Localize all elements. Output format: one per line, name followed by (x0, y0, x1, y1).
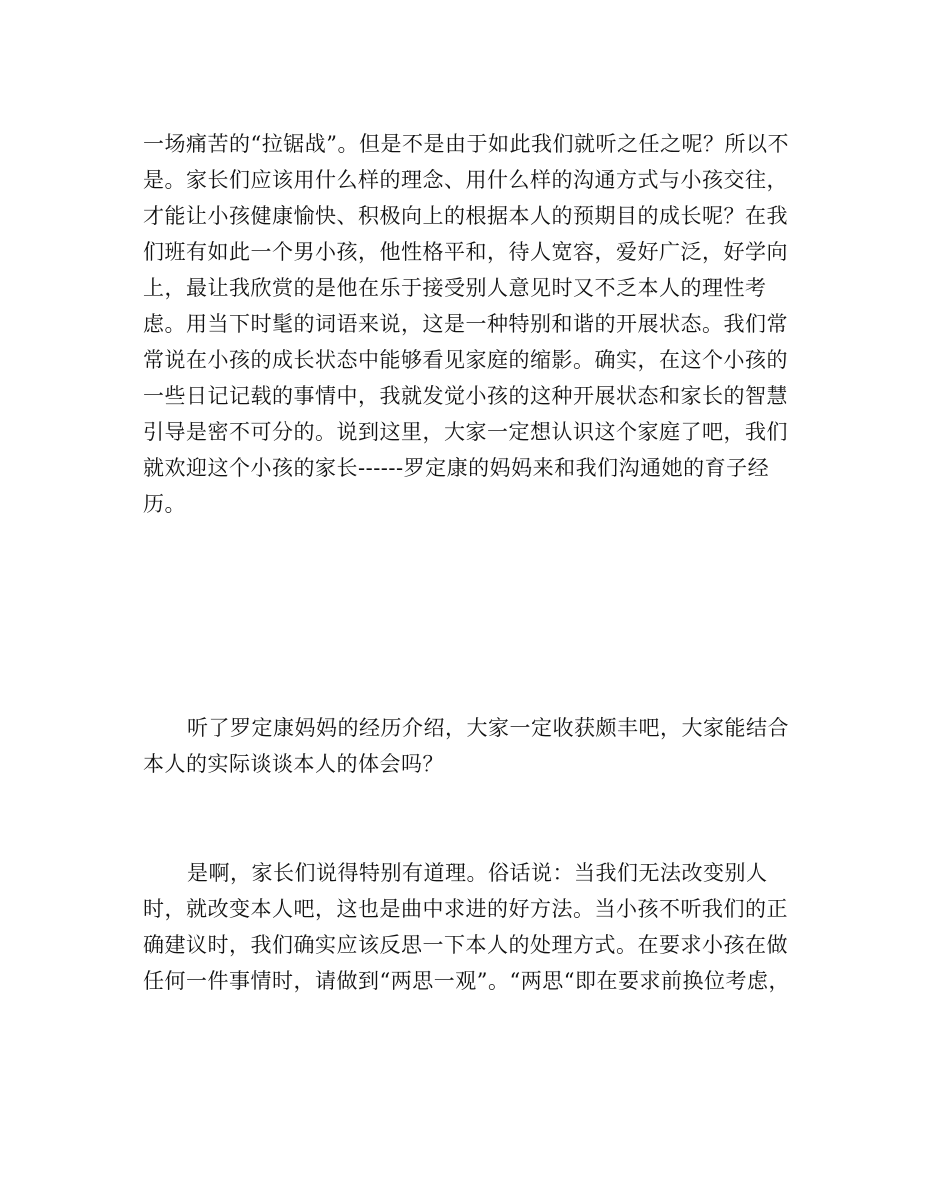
paragraph-line: 上，最让我欣赏的是他在乐于接受别人意见时又不乏本人的理性考 (143, 276, 767, 300)
paragraph-line: 是啊，家长们说得特别有道理。俗话说：当我们无法改变别人 (187, 861, 768, 885)
paragraph-line: 本人的实际谈谈本人的体会吗？ (143, 752, 444, 776)
paragraph-line: 们班有如此一个男小孩，他性格平和，待人宽容，爱好广泛，好学向 (143, 240, 788, 264)
paragraph-2 (143, 710, 803, 782)
paragraph-line: 时，就改变本人吧，这也是曲中求进的好方法。当小孩不听我们的正 (143, 897, 788, 921)
paragraph-line: 任何一件事情时，请做到“两思一观”。“两思“即在要求前换位考虑， (143, 969, 790, 993)
paragraph-line: 一些日记记载的事情中，我就发觉小孩的这种开展状态和家长的智慧 (143, 384, 788, 408)
paragraph-line: 就欢迎这个小孩的家长------罗定康的妈妈来和我们沟通她的育子经 (143, 456, 770, 480)
paragraph-line: 虑。用当下时髦的词语来说，这是一种特别和谐的开展状态。我们常 (143, 312, 788, 336)
paragraph-line: 听了罗定康妈妈的经历介绍，大家一定收获颇丰吧，大家能结合 (187, 716, 789, 740)
paragraph-line: 常说在小孩的成长状态中能够看见家庭的缩影。确实，在这个小孩的 (143, 348, 788, 372)
paragraph-line: 引导是密不可分的。说到这里，大家一定想认识这个家庭了吧，我们 (143, 420, 788, 444)
paragraph-line: 是。家长们应该用什么样的理念、用什么样的沟通方式与小孩交往， (143, 168, 788, 192)
paragraph-1 (143, 126, 803, 522)
paragraph-line: 才能让小孩健康愉快、积极向上的根据本人的预期目的成长呢？在我 (143, 204, 788, 228)
paragraph-3 (143, 855, 803, 999)
paragraph-line: 历。 (143, 492, 186, 516)
paragraph-line: 一场痛苦的“拉锯战”。但是不是由于如此我们就听之任之呢？所以不 (143, 132, 789, 156)
paragraph-line: 确建议时，我们确实应该反思一下本人的处理方式。在要求小孩在做 (143, 933, 788, 957)
